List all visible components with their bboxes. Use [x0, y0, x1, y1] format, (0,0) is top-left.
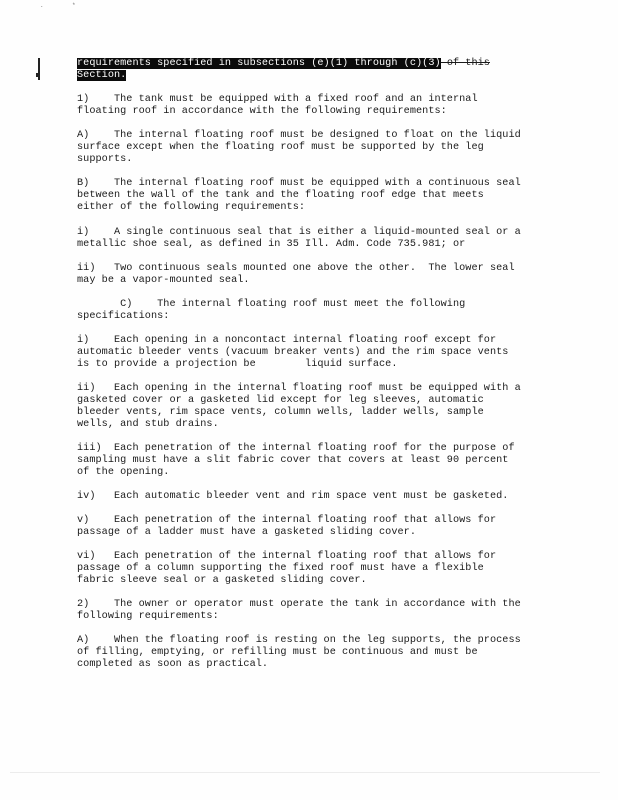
paragraph-2-A — [77, 635, 547, 671]
scan-bottom-edge — [10, 772, 600, 773]
text-line: i) A single continuous seal that is either a liquid-mounted seal or a — [77, 227, 521, 238]
text-line: ii) Two continuous seals mounted one above the other. The lower seal — [77, 263, 515, 274]
text-line: surface except when the floating roof must be supported by the leg — [77, 142, 484, 153]
text-line: A) The internal floating roof must be designed to float on the liquid — [77, 130, 521, 141]
text-line: i) Each opening in a noncontact internal floating roof except for — [77, 335, 497, 346]
paragraph-1-C-vi — [77, 551, 547, 587]
text-line: bleeder vents, rim space vents, column wells, ladder wells, sample — [77, 407, 484, 418]
text-line: is to provide a projection be liquid surface. — [77, 359, 398, 370]
text-line: may be a vapor-mounted seal. — [77, 275, 250, 286]
text-line: following requirements: — [77, 611, 219, 622]
text-line: B) The internal floating roof must be equipped with a continuous seal — [77, 178, 521, 189]
paragraph-1 — [77, 94, 547, 118]
text-line: completed as soon as practical. — [77, 659, 269, 670]
paragraph-2 — [77, 599, 547, 623]
text-line: specifications: — [77, 311, 170, 322]
revision-margin-tick — [36, 73, 39, 77]
paragraph-1-C-i — [77, 335, 547, 371]
text-line: ii) Each opening in the internal floating roof must be equipped with a — [77, 383, 521, 394]
paragraph-1-C-ii — [77, 383, 547, 431]
highlighted-text-line-1: requirements specified in subsections (e)(1) through (c)(3) — [77, 58, 441, 69]
highlighted-text-line-2: Section. — [77, 70, 127, 81]
paragraph-1-B-i — [77, 227, 547, 251]
paragraph-1-C-v — [77, 515, 547, 539]
text-line: iii) Each penetration of the internal floating roof for the purpose of — [77, 443, 515, 454]
text-line: fabric sleeve seal or a gasketed sliding cover. — [77, 575, 367, 586]
paragraph-1-B-ii — [77, 263, 547, 287]
text-line: metallic shoe seal, as defined in 35 Ill. Adm. Code 735.981; or — [77, 239, 466, 250]
scan-speck: * — [72, 2, 76, 9]
text-line: supports. — [77, 154, 133, 165]
text-line: iv) Each automatic bleeder vent and rim space vent must be gasketed. — [77, 491, 509, 502]
text-line: vi) Each penetration of the internal floating roof that allows for — [77, 551, 497, 562]
paragraph-1-A — [77, 130, 547, 166]
text-line: floating roof in accordance with the following requirements: — [77, 106, 447, 117]
text-line: passage of a column supporting the fixed roof must have a flexible — [77, 563, 484, 574]
text-line: automatic bleeder vents (vacuum breaker vents) and the rim space vents — [77, 347, 509, 358]
text-line: gasketed cover or a gasketed lid except for leg sleeves, automatic — [77, 395, 484, 406]
text-line: passage of a ladder must have a gasketed sliding cover. — [77, 527, 416, 538]
text-line: wells, and stub drains. — [77, 419, 219, 430]
paragraph-1-C — [77, 299, 547, 323]
text-line: sampling must have a slit fabric cover that covers at least 90 percent — [77, 455, 509, 466]
text-line: of filling, emptying, or refilling must be continuous and must be — [77, 647, 478, 658]
scan-speck: . — [40, 2, 44, 9]
text-line: between the wall of the tank and the floating roof edge that meets — [77, 190, 484, 201]
text-line: v) Each penetration of the internal floating roof that allows for — [77, 515, 497, 526]
paragraph-1-C-iii — [77, 443, 547, 479]
paragraph-1-B — [77, 178, 547, 214]
text-line: 1) The tank must be equipped with a fixed roof and an internal — [77, 94, 478, 105]
text-line: 2) The owner or operator must operate the tank in accordance with the — [77, 599, 521, 610]
text-line: of the opening. — [77, 467, 170, 478]
paragraph-1-C-iv — [77, 491, 547, 503]
header-highlight — [77, 58, 547, 82]
text-line: A) When the floating roof is resting on the leg supports, the process — [77, 635, 521, 646]
text-line: C) The internal floating roof must meet the following — [77, 299, 466, 310]
struck-text: of this — [440, 58, 490, 69]
text-line: either of the following requirements: — [77, 202, 306, 213]
